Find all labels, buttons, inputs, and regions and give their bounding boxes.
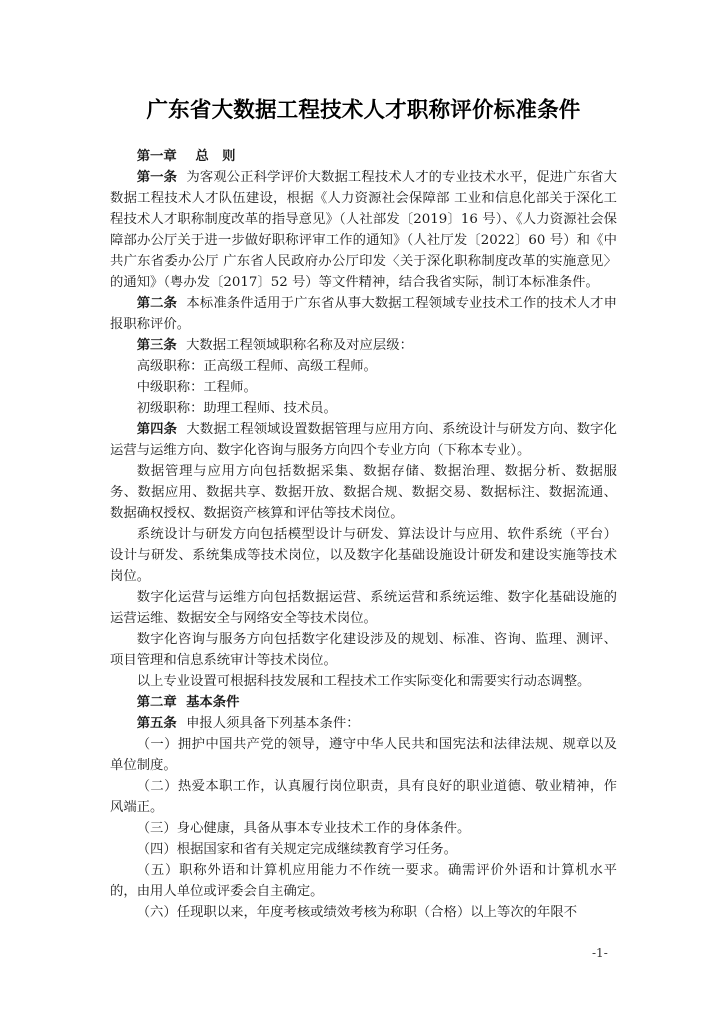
page-number: -1- (592, 946, 608, 960)
chapter-name: 总 则 (195, 149, 236, 164)
list-item: 中级职称：工程师。 (136, 380, 257, 395)
article-label: 第二条 (136, 296, 178, 311)
condition-item: （五）职称外语和计算机应用能力不作统一要求。确需评价外语和计算机水平的，由用人单位或评委会自主确定。 (110, 863, 617, 899)
article-text: 大数据工程领域设置数据管理与应用方向、系统设计与研发方向、数字化运营与运维方向、数字化咨询与服务方向四个专业方向（下称本专业）。 (110, 422, 617, 458)
article-label: 第三条 (136, 338, 177, 353)
article-text: 本标准条件适用于广东省从事大数据工程领域专业技术工作的技术人才申报职称评价。 (110, 296, 617, 332)
article-label: 第一条 (136, 170, 178, 185)
body-paragraph: 系统设计与研发方向包括模型设计与研发、算法设计与应用、软件系统（平台）设计与研发、系统集成等技术岗位，以及数字化基础设施设计研发和建设实施等技术岗位。 (110, 527, 617, 584)
condition-item: （二）热爱本职工作，认真履行岗位职责，具有良好的职业道德、敬业精神，作风端正。 (110, 779, 617, 815)
condition-item: （一）拥护中国共产党的领导，遵守中华人民共和国宪法和法律法规、规章以及单位制度。 (110, 737, 617, 773)
article-label: 第五条 (136, 716, 177, 731)
article-text: 为客观公正科学评价大数据工程技术人才的专业技术水平，促进广东省大数据工程技术人才队伍建设，根据《人力资源社会保障部 工业和信息化部关于深化工程技术人才职称制度改革的指导意见》（人社部发〔2019〕16 号）、《人力资源社会保障部办公厅关于进一步做好职称评审工作的通知》（人社厅发〔2022〕60 号）和《中共广东省委办公厅 广东省人民政府办公厅印发〈关于深化职称制度改革的实施意见〉的通知》（粤办发〔2017〕52 号）等文件精神，结合我省实际，制订本标准条件。 (110, 170, 617, 290)
chapter-number: 第二章 (136, 695, 177, 710)
body-paragraph: 数字化运营与运维方向包括数据运营、系统运营和系统运维、数字化基础设施的运营运维、数据安全与网络安全等技术岗位。 (110, 590, 617, 626)
list-item: 高级职称：正高级工程师、高级工程师。 (136, 359, 377, 374)
article-paragraph (110, 419, 617, 461)
chapter-heading (110, 146, 617, 167)
article-label: 第四条 (136, 422, 178, 437)
chapter-number: 第一章 (136, 149, 177, 164)
list-item: 初级职称：助理工程师、技术员。 (136, 401, 337, 416)
condition-item: （三）身心健康，具备从事本专业技术工作的身体条件。 (136, 821, 471, 836)
chapter-name: 基本条件 (186, 695, 240, 710)
body-paragraph: 数据管理与应用方向包括数据采集、数据存储、数据治理、数据分析、数据服务、数据应用、数据共享、数据开放、数据合规、数据交易、数据标注、数据流通、数据确权授权、数据资产核算和评估等技术岗位。 (110, 464, 617, 521)
condition-item: （四）根据国家和省有关规定完成继续教育学习任务。 (136, 842, 457, 857)
chapter-heading (110, 692, 617, 713)
document-title: 广东省大数据工程技术人才职称评价标准条件 (146, 98, 581, 123)
article-paragraph (110, 713, 617, 734)
body-paragraph: 数字化咨询与服务方向包括数字化建设涉及的规划、标准、咨询、监理、测评、项目管理和信息系统审计等技术岗位。 (110, 632, 617, 668)
document-body (110, 146, 617, 923)
article-text: 申报人须具备下列基本条件： (186, 716, 360, 731)
body-paragraph: 以上专业设置可根据科技发展和工程技术工作实际变化和需要实行动态调整。 (136, 674, 591, 689)
article-paragraph (110, 293, 617, 335)
article-paragraph (110, 167, 617, 293)
condition-item: （六）任现职以来，年度考核或绩效考核为称职（合格）以上等次的年限不 (136, 905, 578, 920)
article-text: 大数据工程领域职称名称及对应层级： (186, 338, 413, 353)
article-paragraph (110, 335, 617, 356)
